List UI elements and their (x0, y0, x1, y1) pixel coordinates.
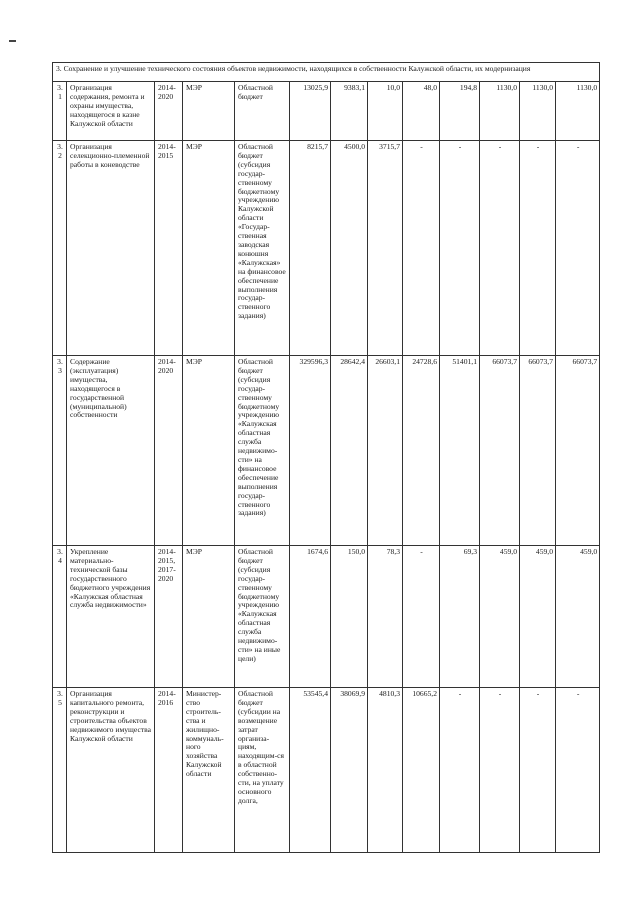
executor: МЭР (183, 356, 235, 546)
table-row (53, 82, 600, 141)
value-2014: 9383,1 (331, 82, 368, 141)
table-row (53, 141, 600, 356)
value-2016: 24728,6 (403, 356, 440, 546)
value-2020: - (556, 688, 600, 853)
value-2017: 194,8 (440, 82, 480, 141)
executor: МЭР (183, 546, 235, 688)
row-number: 3.1 (53, 82, 67, 141)
value-2015: 26603,1 (368, 356, 403, 546)
row-number: 3.5 (53, 688, 67, 853)
value-total: 8215,7 (290, 141, 331, 356)
value-2019: 459,0 (520, 546, 556, 688)
value-2018: - (480, 141, 520, 356)
value-2020: 459,0 (556, 546, 600, 688)
value-2019: - (520, 141, 556, 356)
measure-name: Организация селекционно-племенной работы в коневодстве (67, 141, 155, 356)
value-2015: 3715,7 (368, 141, 403, 356)
executor: МЭР (183, 82, 235, 141)
value-2015: 78,3 (368, 546, 403, 688)
value-total: 329596,3 (290, 356, 331, 546)
value-2018: 66073,7 (480, 356, 520, 546)
section-title: 3. Сохранение и улучшение технического состояния объектов недвижимости, находящихся в собственности Калужской области, их модернизация (53, 63, 600, 82)
value-2017: 51401,1 (440, 356, 480, 546)
scan-mark (9, 40, 16, 42)
value-2014: 38069,9 (331, 688, 368, 853)
table-row (53, 688, 600, 853)
funding-source: Областной бюджет (235, 82, 290, 141)
value-2017: - (440, 688, 480, 853)
value-2015: 4810,3 (368, 688, 403, 853)
value-2014: 150,0 (331, 546, 368, 688)
row-number: 3.2 (53, 141, 67, 356)
period: 2014-2015 (155, 141, 183, 356)
table-row (53, 546, 600, 688)
value-total: 1674,6 (290, 546, 331, 688)
measure-name: Содержание (эксплуатация) имущества, находящегося в государственной (муниципальной) собственности (67, 356, 155, 546)
value-2017: 69,3 (440, 546, 480, 688)
value-2020: 1130,0 (556, 82, 600, 141)
program-measures-table (52, 62, 600, 853)
value-2017: - (440, 141, 480, 356)
period: 2014-2020 (155, 82, 183, 141)
measure-name: Организация содержания, ремонта и охраны имущества, находящегося в казне Калужской области (67, 82, 155, 141)
value-2014: 28642,4 (331, 356, 368, 546)
value-total: 53545,4 (290, 688, 331, 853)
row-number: 3.3 (53, 356, 67, 546)
value-2019: 66073,7 (520, 356, 556, 546)
row-number: 3.4 (53, 546, 67, 688)
funding-source: Областной бюджет (субсидия государ-ственному бюджетному учреждению «Калужская областная служба недвижимо-сти» на иные цели) (235, 546, 290, 688)
period: 2014-2015, 2017-2020 (155, 546, 183, 688)
value-2018: 459,0 (480, 546, 520, 688)
period: 2014-2020 (155, 356, 183, 546)
value-2018: 1130,0 (480, 82, 520, 141)
funding-source: Областной бюджет (субсидия государ-ственному бюджетному учреждению Калужской области «Государ-ственная заводская конюшня «Калужская» на финансовое обеспечение выполнения государ-ственного задания) (235, 141, 290, 356)
value-2015: 10,0 (368, 82, 403, 141)
value-2016: - (403, 141, 440, 356)
value-2020: - (556, 141, 600, 356)
measure-name: Укрепление материально-технической базы государственного бюджетного учреждения «Калужская областная служба недвижимости» (67, 546, 155, 688)
table-row (53, 356, 600, 546)
value-2019: - (520, 688, 556, 853)
value-total: 13025,9 (290, 82, 331, 141)
executor: МЭР (183, 141, 235, 356)
executor: Министер-ство строитель-ства и жилищно-коммуналь-ного хозяйства Калужской области (183, 688, 235, 853)
value-2020: 66073,7 (556, 356, 600, 546)
value-2019: 1130,0 (520, 82, 556, 141)
funding-source: Областной бюджет (субсидии на возмещение затрат организа-циям, находящим-ся в областной собственно-сти, на уплату основного долга, (235, 688, 290, 853)
value-2018: - (480, 688, 520, 853)
value-2014: 4500,0 (331, 141, 368, 356)
measure-name: Организация капитального ремонта, реконструкции и строительства объектов недвижимого имущества Калужской области (67, 688, 155, 853)
section-header-row (53, 63, 600, 82)
funding-source: Областной бюджет (субсидия государ-ственному бюджетному учреждению «Калужская областная служба недвижимо-сти» на финансовое обеспечение выполнения государ-ственного задания) (235, 356, 290, 546)
value-2016: 48,0 (403, 82, 440, 141)
value-2016: 10665,2 (403, 688, 440, 853)
value-2016: - (403, 546, 440, 688)
period: 2014-2016 (155, 688, 183, 853)
